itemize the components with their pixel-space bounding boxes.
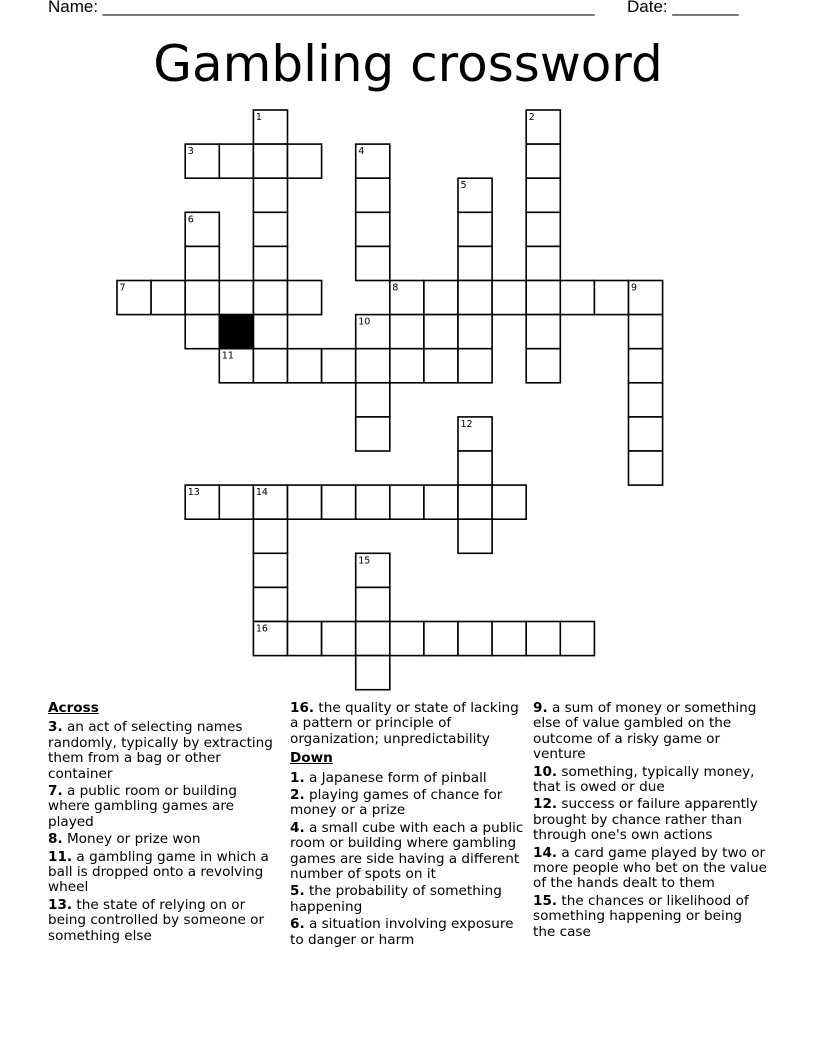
clue-text: something, typically money, that is owed or due	[533, 763, 755, 796]
grid-cell[interactable]	[322, 349, 356, 383]
grid-cell[interactable]	[424, 315, 458, 349]
clue-down-1	[290, 771, 524, 786]
cell-number: 8	[392, 282, 399, 294]
grid-cell[interactable]	[458, 315, 492, 349]
grid-cell[interactable]	[185, 281, 219, 315]
clue-text: a situation involving exposure to danger or harm	[290, 916, 514, 948]
clue-text: a gambling game in which a ball is dropped onto a revolving wheel	[48, 848, 269, 896]
cell-number: 3	[187, 146, 194, 158]
grid-cell[interactable]	[356, 349, 390, 383]
grid-cell[interactable]	[356, 485, 390, 519]
grid-cell[interactable]	[526, 349, 560, 383]
clue-across-8	[48, 832, 282, 847]
page-title: Gambling crossword	[153, 35, 663, 93]
grid-cell[interactable]	[458, 212, 492, 246]
grid-cell[interactable]	[253, 178, 287, 212]
grid-cell[interactable]	[629, 417, 663, 451]
clue-down-10	[533, 765, 767, 796]
grid-cell[interactable]	[560, 281, 594, 315]
clue-across-13	[48, 898, 282, 944]
clue-number: 11.	[48, 848, 73, 865]
clue-text: a public room or building where gambling games are played	[48, 783, 237, 830]
grid-cell[interactable]	[458, 622, 492, 656]
grid-cell[interactable]	[526, 315, 560, 349]
grid-cell[interactable]	[356, 212, 390, 246]
grid-cell[interactable]	[458, 519, 492, 553]
grid-cell[interactable]	[526, 622, 560, 656]
cell-number: 1	[255, 112, 262, 123]
clue-number: 8.	[48, 831, 63, 848]
clue-number: 12.	[533, 796, 558, 813]
clue-down-6	[290, 917, 524, 948]
cell-number: 14	[255, 487, 268, 499]
grid-cell[interactable]	[629, 315, 663, 349]
grid-cell[interactable]	[594, 281, 628, 315]
grid-cell[interactable]	[356, 587, 390, 621]
clue-number: 7.	[48, 783, 63, 800]
clue-text: the chances or likelihood of something happening or being the case	[533, 892, 749, 940]
grid-cell[interactable]	[356, 178, 390, 212]
clue-across-16	[290, 701, 524, 747]
grid-cell[interactable]	[492, 281, 526, 315]
clue-down-15	[533, 894, 767, 940]
cell-number: 15	[358, 555, 371, 567]
clue-text: an act of selecting names randomly, typically by extracting them from a bag or other container	[48, 719, 273, 782]
grid-cell[interactable]	[526, 246, 560, 280]
grid-cell[interactable]	[288, 622, 322, 656]
grid-cell[interactable]	[288, 485, 322, 519]
cell-number: 7	[119, 282, 126, 294]
clue-across-7	[48, 784, 282, 830]
grid-cell[interactable]	[458, 349, 492, 383]
grid-cell[interactable]	[458, 246, 492, 280]
cell-number: 4	[358, 146, 365, 158]
grid-cell[interactable]	[288, 281, 322, 315]
clue-number: 10.	[533, 763, 558, 780]
cell-number: 16	[255, 623, 268, 635]
grid-cell[interactable]	[424, 281, 458, 315]
grid-cell[interactable]	[356, 656, 390, 690]
down-heading: Down	[290, 750, 333, 767]
cell-number: 13	[187, 487, 200, 499]
clue-text: playing games of chance for money or a prize	[290, 787, 503, 819]
clue-text: the quality or state of lacking a pattern or principle of organization; unpredictability	[290, 700, 519, 747]
clue-text: the probability of something happening	[290, 883, 502, 915]
grid-cell[interactable]	[629, 349, 663, 383]
cell-number: 5	[460, 180, 467, 192]
clue-text: success or failure apparently brought by chance rather than through one's own actions	[533, 796, 758, 844]
clue-number: 9.	[533, 700, 548, 716]
clue-text: Money or prize won	[66, 831, 201, 848]
clue-number: 2.	[290, 787, 305, 804]
grid-cell[interactable]	[458, 485, 492, 519]
grid-cell[interactable]	[356, 622, 390, 656]
grid-cell[interactable]	[356, 383, 390, 417]
grid-cell[interactable]	[390, 622, 424, 656]
grid-cell[interactable]	[390, 485, 424, 519]
clue-number: 5.	[290, 883, 305, 900]
grid-cell[interactable]	[219, 144, 253, 178]
grid-cell[interactable]	[253, 281, 287, 315]
clues-column-2	[290, 701, 524, 950]
grid-cell[interactable]	[629, 383, 663, 417]
grid-cell[interactable]	[424, 349, 458, 383]
clues-column-1	[48, 701, 282, 946]
name-field[interactable]: Name: ____________________________________________________	[48, 0, 595, 16]
grid-cell[interactable]	[151, 281, 185, 315]
black-cell	[219, 315, 253, 349]
clue-number: 1.	[290, 769, 305, 786]
grid-cell[interactable]	[322, 485, 356, 519]
grid-cell[interactable]	[288, 144, 322, 178]
grid-cell[interactable]	[288, 349, 322, 383]
cell-number: 11	[221, 350, 234, 362]
grid-cell[interactable]	[253, 315, 287, 349]
clue-text: a small cube with each a public room or building where gambling games are side having a different number of spots on it	[290, 819, 524, 883]
grid-cell[interactable]	[253, 349, 287, 383]
cell-number: 2	[528, 112, 535, 123]
grid-cell[interactable]	[526, 178, 560, 212]
clue-number: 4.	[290, 819, 305, 836]
clue-down-5	[290, 884, 524, 915]
clue-down-14	[533, 846, 767, 892]
grid-cell[interactable]	[629, 451, 663, 485]
grid-cell[interactable]	[219, 281, 253, 315]
clue-number: 13.	[48, 896, 73, 913]
grid-cell[interactable]	[356, 246, 390, 280]
cell-number: 10	[358, 316, 371, 328]
grid-cell[interactable]	[253, 519, 287, 553]
clue-number: 15.	[533, 892, 558, 909]
grid-cell[interactable]	[492, 485, 526, 519]
clue-text: a sum of money or something else of value gambled on the outcome of a risky game or venture	[533, 700, 757, 763]
clue-text: the state of relying on or being controlled by someone or something else	[48, 896, 265, 944]
clue-number: 14.	[533, 844, 558, 861]
grid-cell[interactable]	[526, 281, 560, 315]
grid-cell[interactable]	[424, 622, 458, 656]
grid-cell[interactable]	[458, 281, 492, 315]
clue-number: 6.	[290, 916, 305, 933]
cell-number: 6	[187, 214, 194, 226]
clue-down-9	[533, 701, 767, 763]
grid-cell[interactable]	[253, 553, 287, 587]
clue-down-12	[533, 797, 767, 843]
grid-cell[interactable]	[253, 246, 287, 280]
grid-cell[interactable]	[492, 622, 526, 656]
grid-cell[interactable]	[322, 622, 356, 656]
grid-cell[interactable]	[560, 622, 594, 656]
grid-cell[interactable]	[185, 246, 219, 280]
grid-cell[interactable]	[219, 485, 253, 519]
across-heading: Across	[48, 700, 99, 716]
grid-cell[interactable]	[253, 144, 287, 178]
cell-number: 9	[631, 282, 638, 294]
grid-cell[interactable]	[390, 315, 424, 349]
clues-column-3	[533, 701, 767, 942]
grid-cell[interactable]	[424, 485, 458, 519]
date-field[interactable]: Date: _______	[627, 0, 739, 16]
clue-down-2	[290, 788, 524, 819]
clue-down-4	[290, 821, 524, 883]
grid-cell[interactable]	[356, 417, 390, 451]
grid-cell[interactable]	[253, 212, 287, 246]
clue-text: a card game played by two or more people who bet on the value of the hands dealt to them	[533, 844, 767, 892]
clue-number: 3.	[48, 719, 63, 736]
clue-across-11	[48, 850, 282, 896]
clue-number: 16.	[290, 700, 315, 716]
grid-cell[interactable]	[526, 212, 560, 246]
clue-across-3	[48, 720, 282, 782]
grid-cell[interactable]	[253, 587, 287, 621]
grid-cell[interactable]	[526, 144, 560, 178]
clue-text: a Japanese form of pinball	[308, 769, 487, 786]
cell-number: 12	[460, 418, 473, 430]
grid-cell[interactable]	[185, 315, 219, 349]
grid-cell[interactable]	[458, 451, 492, 485]
grid-cell[interactable]	[390, 349, 424, 383]
